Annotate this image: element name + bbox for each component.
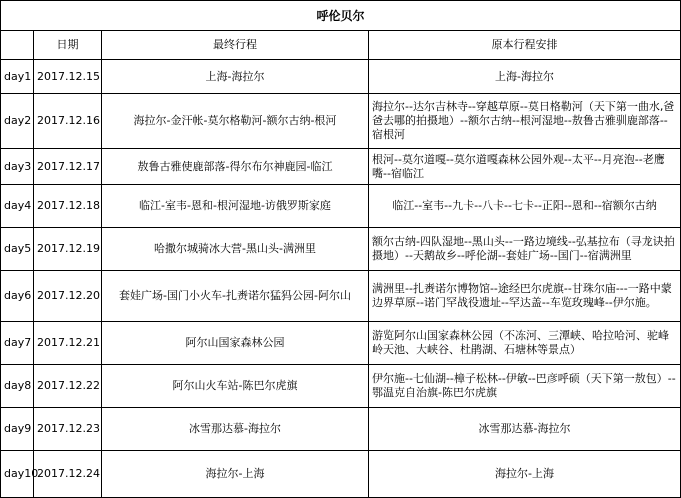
table-row <box>1 149 681 185</box>
table-row <box>1 271 681 322</box>
final-itinerary-cell: 上海-海拉尔 <box>102 60 369 94</box>
original-itinerary-cell: 上海-海拉尔 <box>369 60 681 94</box>
final-itinerary-cell: 海拉尔-金汗帐-莫尔格勒河-额尔古纳-根河 <box>102 94 369 149</box>
final-itinerary-cell: 阿尔山火车站-陈巴尔虎旗 <box>102 365 369 408</box>
table-row <box>1 451 681 498</box>
header-day <box>1 31 34 60</box>
date-cell: 2017.12.24 <box>34 451 102 498</box>
day-cell: day8 <box>1 365 34 408</box>
day-cell: day5 <box>1 228 34 271</box>
original-itinerary-cell: 满洲里--扎赉诺尔博物馆--途经巴尔虎旗--甘珠尔庙---一路中蒙边界草原--诺门罕战役遗址--罕达盖--车览玫瑰峰--伊尔施。 <box>369 271 681 322</box>
original-itinerary-cell: 海拉尔--达尔吉林寺--穿越草原--莫日格勒河（天下第一曲水,爸爸去哪的拍摄地）--额尔古纳--根河湿地--敖鲁古雅驯鹿部落--宿根河 <box>369 94 681 149</box>
table-row <box>1 322 681 365</box>
original-itinerary-cell: 游览阿尔山国家森林公园（不冻河、三潭峡、哈拉哈河、驼峰岭天池、大峡谷、杜鹃湖、石塘林等景点） <box>369 322 681 365</box>
date-cell: 2017.12.22 <box>34 365 102 408</box>
date-cell: 2017.12.16 <box>34 94 102 149</box>
original-itinerary-cell: 根河--莫尔道嘎--莫尔道嘎森林公园外观--太平--月亮泡--老鹰嘴--宿临江 <box>369 149 681 185</box>
day-cell: day2 <box>1 94 34 149</box>
day-cell: day10 <box>1 451 34 498</box>
header-original-itinerary: 原本行程安排 <box>369 31 681 60</box>
date-cell: 2017.12.19 <box>34 228 102 271</box>
header-date: 日期 <box>34 31 102 60</box>
date-cell: 2017.12.15 <box>34 60 102 94</box>
original-itinerary-cell: 临江--室韦--九卡--八卡--七卡--正阳--恩和--宿额尔古纳 <box>369 185 681 228</box>
original-itinerary-cell: 冰雪那达慕-海拉尔 <box>369 408 681 451</box>
day-cell: day7 <box>1 322 34 365</box>
table-row <box>1 228 681 271</box>
table-row <box>1 60 681 94</box>
final-itinerary-cell: 临江-室韦-恩和-根河湿地-访俄罗斯家庭 <box>102 185 369 228</box>
date-cell: 2017.12.17 <box>34 149 102 185</box>
date-cell: 2017.12.23 <box>34 408 102 451</box>
final-itinerary-cell: 冰雪那达慕-海拉尔 <box>102 408 369 451</box>
table-row <box>1 408 681 451</box>
day-cell: day9 <box>1 408 34 451</box>
table-row <box>1 185 681 228</box>
header-final-itinerary: 最终行程 <box>102 31 369 60</box>
day-cell: day3 <box>1 149 34 185</box>
final-itinerary-cell: 哈撒尔城骑冰大营-黑山头-满洲里 <box>102 228 369 271</box>
final-itinerary-cell: 敖鲁古雅使鹿部落-得尔布尔神鹿园-临江 <box>102 149 369 185</box>
final-itinerary-cell: 套娃广场-国门小火车-扎赉诺尔猛犸公园-阿尔山 <box>102 271 369 322</box>
day-cell: day6 <box>1 271 34 322</box>
original-itinerary-cell: 伊尔施--七仙湖--樟子松林--伊敏--巴彦呼硕（天下第一敖包）--鄂温克自治旗-陈巴尔虎旗 <box>369 365 681 408</box>
table-row <box>1 94 681 149</box>
original-itinerary-cell: 海拉尔-上海 <box>369 451 681 498</box>
day-cell: day1 <box>1 60 34 94</box>
final-itinerary-cell: 海拉尔-上海 <box>102 451 369 498</box>
date-cell: 2017.12.20 <box>34 271 102 322</box>
final-itinerary-cell: 阿尔山国家森林公园 <box>102 322 369 365</box>
table-title: 呼伦贝尔 <box>1 1 681 31</box>
title-row <box>1 1 681 31</box>
date-cell: 2017.12.18 <box>34 185 102 228</box>
table-row <box>1 365 681 408</box>
header-row <box>1 31 681 60</box>
date-cell: 2017.12.21 <box>34 322 102 365</box>
day-cell: day4 <box>1 185 34 228</box>
original-itinerary-cell: 额尔古纳-四队湿地--黑山头--一路边境线--弘基拉布（寻龙诀拍摄地）--天鹅故乡--呼伦湖--套娃广场--国门--宿满洲里 <box>369 228 681 271</box>
